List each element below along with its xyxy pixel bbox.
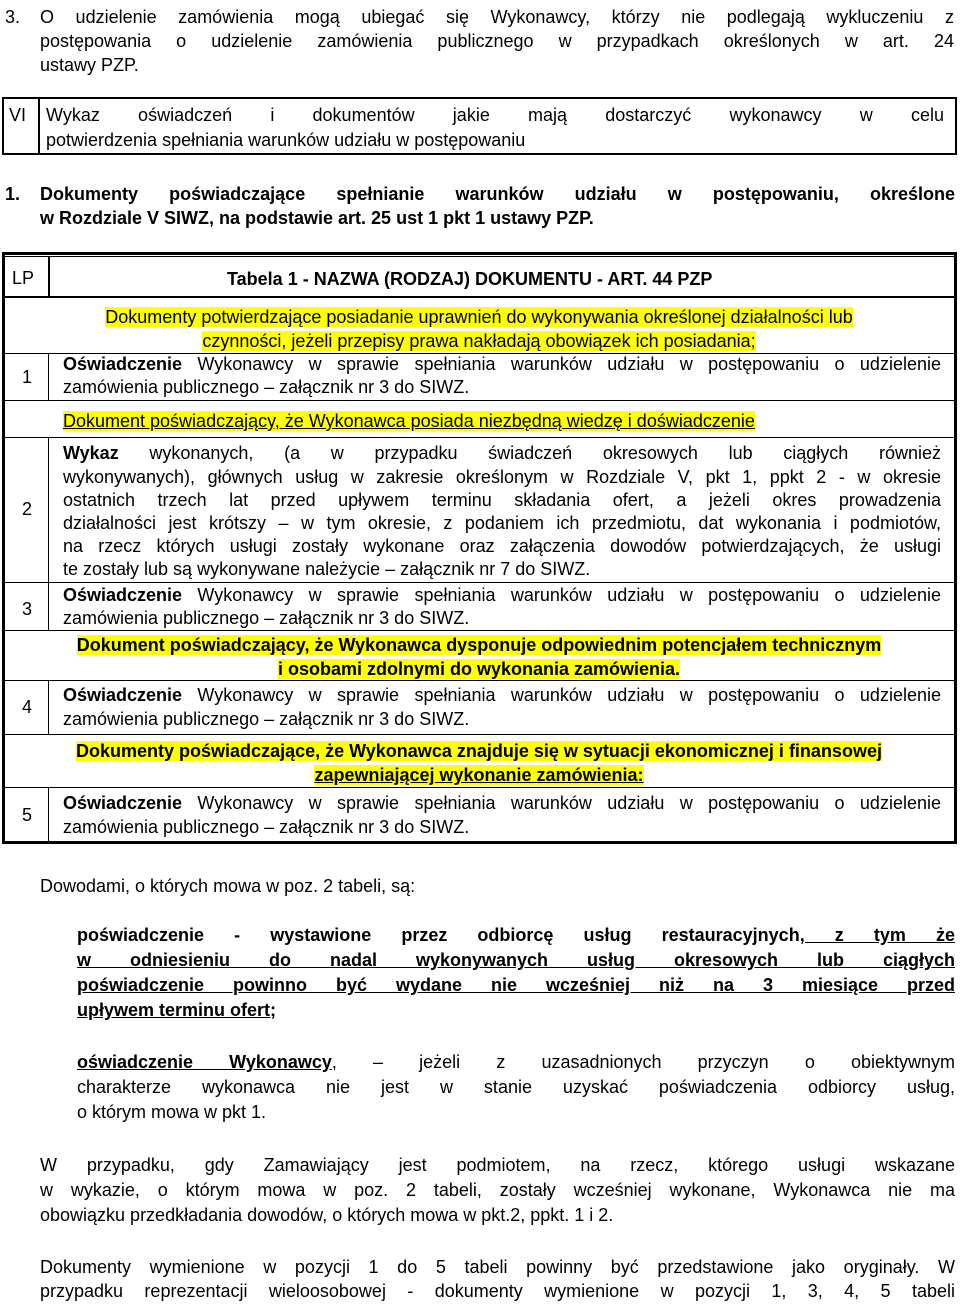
evidence-1-line-1 [77, 924, 955, 947]
table-inner-top [5, 256, 954, 257]
table-line [5, 630, 954, 631]
evidence-2-bold-start: oświadczenie Wykonawcy [77, 1052, 332, 1072]
item-3-line-1: O udzielenie zamówienia mogą ubiegać się Wykonawcy, którzy nie podlegają wykluczeniu z [40, 7, 954, 27]
row-1-statement-rest: Wykonawcy w sprawie spełniania warunków udziału w postępowaniu o udzielenie [182, 354, 941, 374]
lp-column-line [48, 680, 49, 734]
section-vi-divider [38, 97, 40, 155]
point-1-line-2: w Rozdziale V SIWZ, na podstawie art. 25 ust 1 pkt 1 ustawy PZP. [40, 208, 594, 228]
row-1-statement-bold: Oświadczenie [63, 354, 183, 374]
row-4-statement-line-1 [63, 684, 941, 707]
row-4-statement-rest: Wykonawcy w sprawie spełniania warunków udziału w postępowaniu o udzielenie [182, 685, 941, 705]
table-title: Tabela 1 - NAZWA (RODZAJ) DOKUMENTU - ART. 44 PZP [227, 269, 713, 289]
row-5-statement-line-1 [63, 792, 941, 815]
evidence-2-line-2: charakterze wykonawca nie jest w stanie uzyskać poświadczenia odbiorcy usług, [77, 1077, 955, 1097]
table-line [5, 787, 954, 788]
item-3-number: 3. [5, 7, 21, 27]
row-3-statement-bold: Oświadczenie [63, 585, 183, 605]
row-2-wykaz-rest: wykonanych, (a w przypadku świadczeń okresowych lub ciągłych również [118, 443, 941, 463]
row-2-number: 2 [21, 499, 32, 519]
lp-column-line [48, 353, 49, 400]
paragraph-b-line-1: Dokumenty wymienione w pozycji 1 do 5 tabeli powinny być przedstawione jako oryginały. W [40, 1257, 955, 1277]
evidence-1-line-4: upływem terminu ofert; [77, 1000, 277, 1020]
row-3-statement-line-1 [63, 584, 941, 607]
table-group-3-line-2: i osobami zdolnymi do wykonania zamówienia. [277, 659, 681, 679]
paragraph-a-line-2: w wykazie, o którym mowa w poz. 2 tabeli, zostały wcześniej wykonane, Wykonawca nie ma [40, 1180, 955, 1200]
row-2-wykaz-bold: Wykaz [63, 443, 119, 463]
row-2-wykaz-line-5: na rzecz których usługi zostały wykonane oraz załączenia dowodów potwierdzających, że usługi [63, 536, 941, 556]
table-header-divider [48, 256, 50, 296]
item-3-line-3: ustawy PZP. [40, 55, 139, 75]
section-vi-roman: VI [9, 105, 27, 125]
lp-column-line [48, 787, 49, 841]
evidence-2-line-3: o którym mowa w pkt 1. [77, 1102, 267, 1122]
row-5-statement-rest: Wykonawcy w sprawie spełniania warunków udziału w postępowaniu o udzielenie [182, 793, 941, 813]
item-3-line-2: postępowania o udzielenie zamówienia publicznego w przypadkach określonych w art. 24 [40, 31, 954, 51]
row-4-statement-line-2: zamówienia publicznego – załącznik nr 3 do SIWZ. [63, 709, 470, 729]
row-1-statement-line-2: zamówienia publicznego – załącznik nr 3 do SIWZ. [63, 377, 470, 397]
row-2-wykaz-line-2: wykonywanych), głównych usług w zakresie określonym w Rozdziale V, pkt 1, ppkt 2 - w okresie [63, 467, 941, 487]
point-1-line-1: Dokumenty poświadczające spełnianie warunków udziału w postępowaniu, określone [40, 184, 955, 204]
evidence-intro: Dowodami, o których mowa w poz. 2 tabeli, są: [40, 876, 416, 896]
row-4-number: 4 [21, 697, 32, 717]
evidence-2-line-1 [77, 1051, 955, 1074]
lp-column-line [48, 437, 49, 630]
table-group-4-line-2: zapewniającej wykonanie zamówienia: [314, 765, 644, 785]
table-group-2-header [63, 410, 755, 433]
table-group-2-text: Dokument poświadczający, że Wykonawca posiada niezbędną wiedzę i doświadczenie [63, 411, 755, 431]
row-5-statement-line-2: zamówienia publicznego – załącznik nr 3 do SIWZ. [63, 817, 470, 837]
row-2-wykaz-line-1 [63, 442, 941, 465]
row-5-number: 5 [21, 805, 32, 825]
row-2-wykaz-line-6: te zostały lub są wykonywane należycie – załącznik nr 7 do SIWZ. [63, 559, 591, 579]
table-header-lp: LP [12, 268, 35, 288]
row-2-wykaz-line-4: działalności jest krótszy – w tym okresie, z podaniem ich przedmiotu, dat wykonania i podmiotów, [63, 513, 941, 533]
evidence-1-line-2: w odniesieniu do nadal wykonywanych usług okresowych lub ciągłych [77, 950, 955, 970]
paragraph-a-line-3: obowiązku przedkładania dowodów, o których mowa w pkt.2, ppkt. 1 i 2. [40, 1205, 614, 1225]
evidence-2-line-1-tail: , – jeżeli z uzasadnionych przyczyn o obiektywnym [331, 1052, 955, 1072]
paragraph-b-line-2: przypadku reprezentacji wieloosobowej - dokumenty wymienione w pozycji 1, 3, 4, 5 tabeli [40, 1281, 955, 1301]
table-group-1-line-1: Dokumenty potwierdzające posiadanie uprawnień do wykonywania określonej działalności lub [105, 307, 853, 327]
row-1-number: 1 [21, 367, 32, 387]
table-line [5, 582, 954, 583]
table-group-1-line-2: czynności, jeżeli przepisy prawa nakładają obowiązek ich posiadania; [202, 331, 756, 351]
row-1-statement-line-1 [63, 353, 941, 376]
table-group-3-line-1: Dokument poświadczający, że Wykonawca dysponuje odpowiednim potencjałem technicznym [76, 635, 882, 655]
evidence-1-bold-start: poświadczenie - wystawione przez odbiorcę usług restauracyjnych [77, 925, 800, 945]
evidence-1-line-3: poświadczenie powinno być wydane nie wcześniej niż na 3 miesiące przed [77, 975, 955, 995]
row-5-statement-bold: Oświadczenie [63, 793, 183, 813]
row-4-statement-bold: Oświadczenie [63, 685, 183, 705]
table-line [5, 400, 954, 401]
table-header-bottom-line [5, 296, 954, 298]
table-line [5, 734, 954, 735]
row-3-number: 3 [21, 599, 32, 619]
section-vi-title-line-2: potwierdzenia spełniania warunków udziału w postępowaniu [46, 130, 526, 150]
table-line [5, 437, 954, 438]
row-3-statement-line-2: zamówienia publicznego – załącznik nr 3 do SIWZ. [63, 608, 470, 628]
evidence-1-line-1-tail: , z tym że [799, 925, 955, 945]
point-1-number: 1. [5, 184, 21, 204]
table-group-3-header [6, 633, 952, 681]
section-vi-title-line-1: Wykaz oświadczeń i dokumentów jakie mają dostarczyć wykonawcy w celu [46, 105, 944, 125]
table-group-4-header [6, 739, 952, 787]
table-group-4-line-1: Dokumenty poświadczające, że Wykonawca znajduje się w sytuacji ekonomicznej i finansowej [76, 741, 882, 761]
row-2-wykaz-line-3: ostatnich trzech lat przed upływem terminu składania ofert, a jeżeli okres prowadzenia [63, 490, 941, 510]
table-group-1-header [6, 305, 952, 353]
row-3-statement-rest: Wykonawcy w sprawie spełniania warunków udziału w postępowaniu o udzielenie [182, 585, 941, 605]
paragraph-a-line-1: W przypadku, gdy Zamawiający jest podmiotem, na rzecz, którego usługi wskazane [40, 1155, 955, 1175]
